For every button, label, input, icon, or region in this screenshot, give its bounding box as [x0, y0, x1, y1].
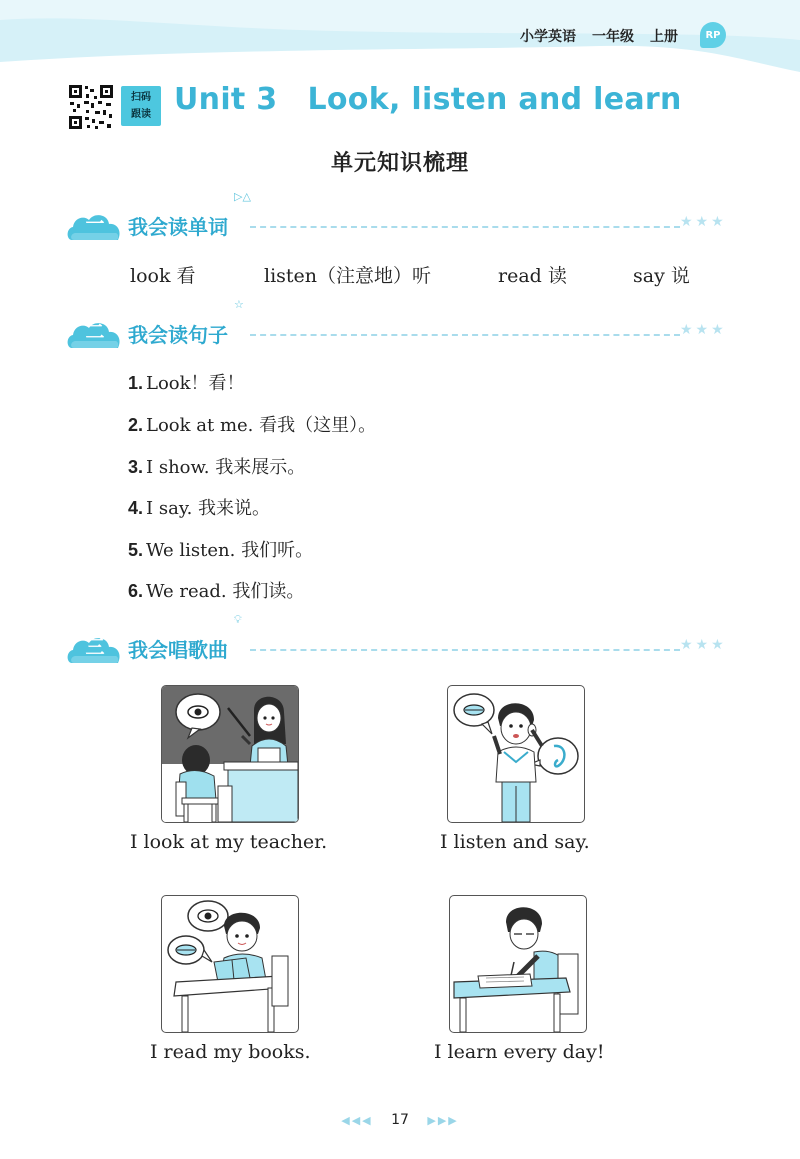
qr-code-icon[interactable]	[68, 84, 114, 130]
sentence-number: 4.	[128, 498, 144, 518]
page-number: 17	[391, 1112, 409, 1128]
book-series	[520, 26, 678, 46]
right-arrows-icon: ▶▶▶	[427, 1114, 459, 1127]
sentence-text: We listen. 我们听。	[146, 540, 314, 561]
unit-number: Unit 3	[174, 82, 278, 117]
section-number: 三	[85, 636, 105, 658]
sentence-text: I show. 我来展示。	[146, 457, 306, 478]
illustration-listen-and-say	[447, 685, 585, 823]
left-arrows-icon: ◀◀◀	[341, 1114, 373, 1127]
star-decoration-icon: ☆	[234, 298, 244, 311]
sentence-2	[128, 411, 376, 437]
word-look: look 看	[130, 265, 196, 287]
sentence-5	[128, 536, 313, 562]
grade-label: 一年级	[592, 29, 634, 45]
caption-learn-every-day: I learn every day!	[434, 1041, 605, 1063]
section-header-song	[66, 613, 736, 671]
section-label: 我会读单词	[128, 215, 228, 239]
unit-name: Look, listen and learn	[307, 82, 682, 117]
caption-look-at-teacher: I look at my teacher.	[130, 831, 328, 853]
dashed-divider	[250, 649, 680, 651]
illustration-learn-every-day	[449, 895, 587, 1033]
caption-listen-and-say: I listen and say.	[440, 831, 590, 853]
sentence-1	[128, 369, 245, 395]
section-number: 一	[85, 213, 105, 235]
header-band	[0, 0, 800, 72]
caption-read-books: I read my books.	[150, 1041, 311, 1063]
dashed-divider	[250, 334, 680, 336]
sentence-text: Look！看！	[146, 373, 245, 394]
sentence-6	[128, 577, 304, 603]
sentence-text: I say. 我来说。	[146, 498, 271, 519]
stars-decoration-icon: ★★★	[680, 322, 727, 338]
dashed-divider	[250, 226, 680, 228]
illustration-look-at-teacher	[161, 685, 299, 823]
scan-label-2: 跟读	[131, 109, 151, 120]
word-say: say 说	[633, 265, 690, 287]
section-label: 我会读句子	[128, 323, 228, 347]
unit-title	[174, 82, 682, 117]
subject-label: 小学英语	[520, 29, 576, 45]
scan-label-1: 扫码	[131, 92, 151, 103]
section-header-sentences	[66, 298, 736, 356]
sentence-text: Look at me. 看我（这里）。	[146, 415, 377, 436]
scan-to-read-tag	[121, 86, 161, 126]
sentence-number: 1.	[128, 373, 144, 393]
publisher-badge: RP	[700, 22, 726, 48]
word-read: read 读	[498, 265, 567, 287]
stars-decoration-icon: ★★★	[680, 637, 727, 653]
page-subtitle: 单元知识梳理	[330, 151, 469, 176]
triangle-decoration-icon: ▷△	[234, 190, 251, 203]
volume-label: 上册	[650, 29, 678, 45]
sentence-text: We read. 我们读。	[146, 581, 305, 602]
lightbulb-decoration-icon: 💡︎	[234, 613, 242, 626]
sentence-4	[128, 494, 270, 520]
section-number: 二	[85, 321, 105, 343]
section-label: 我会唱歌曲	[128, 638, 228, 662]
sentence-number: 6.	[128, 581, 144, 601]
illustration-read-books	[161, 895, 299, 1033]
page-footer	[0, 1112, 800, 1128]
section-header-words	[66, 190, 736, 248]
sentence-number: 5.	[128, 540, 144, 560]
sentence-3	[128, 453, 305, 479]
word-listen: listen（注意地）听	[264, 265, 432, 287]
stars-decoration-icon: ★★★	[680, 214, 727, 230]
sentence-number: 3.	[128, 457, 144, 477]
sentence-number: 2.	[128, 415, 144, 435]
